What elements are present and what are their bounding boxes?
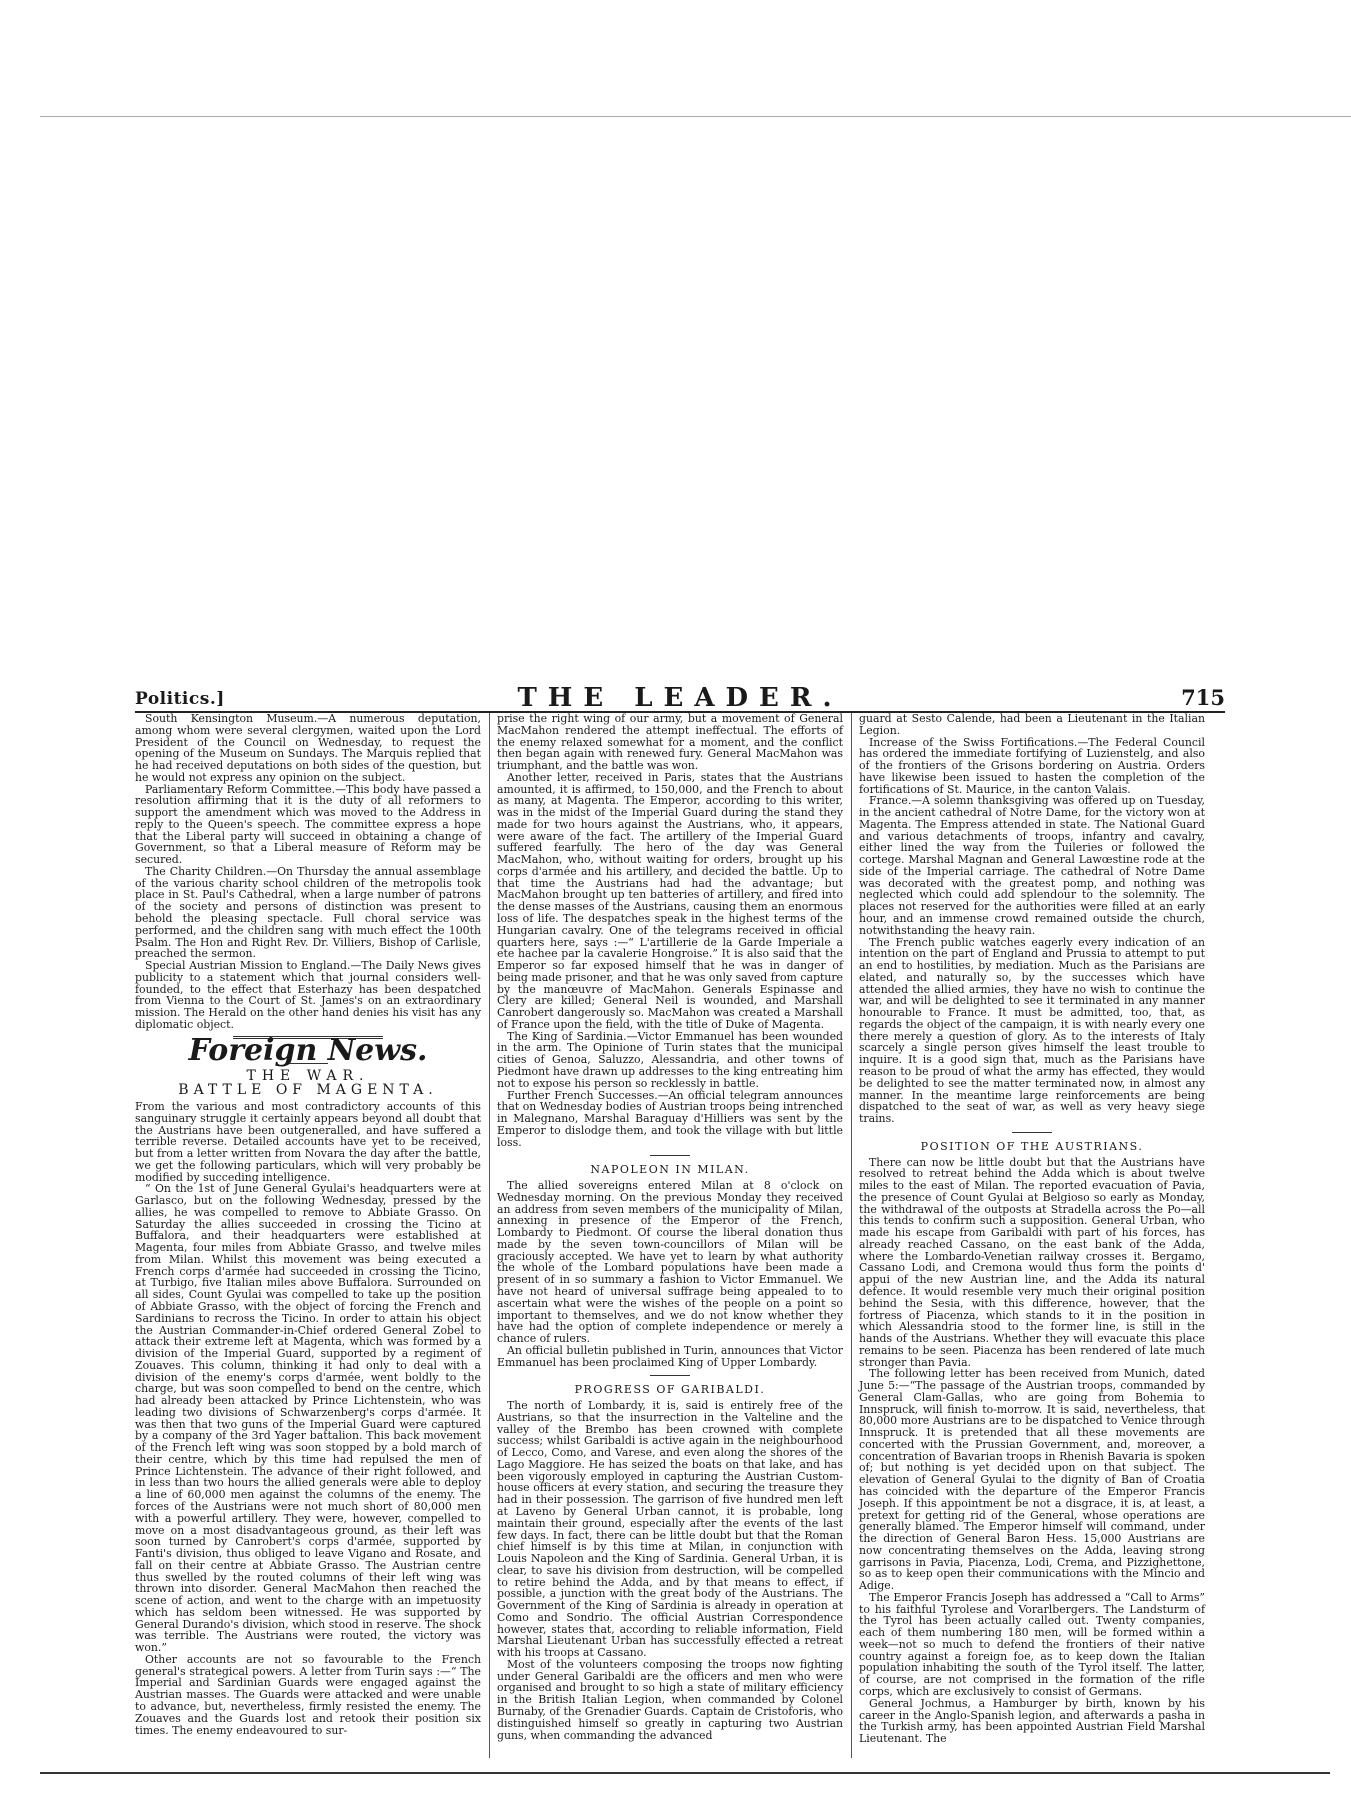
article-garibaldi: The north of Lombardy, it is, said is entirely free of the Austrians, so that the insurrection in the Valteline and the valley of the Brembo has been crowned with complete success; whilst Garibaldi is active again in the neighbourhood of Lecco, Como, and Varese, and even along the shores of the Lago Maggiore. He has seized the boats on that lake, and has been vigorously employed in capturing the Austrian Custom-house officers at every station, and securing the treasure they had in their possession. The garrison of five hundred men left at Laveno by General Urban cannot, it is probable, long maintain their ground, especially after the events of the last few days. In fact, there can be little doubt but that the Roman chief himself is by this time at Milan, in conjunction with Louis Napoleon and the King of Sardinia. General Urban, it is clear, to save his division from destruction, will be compelled to retire behind the Adda, and by that means to effect, if possible, a junction with the great body of the Austrians. The Government of the King of Sardinia is already in operation at Como and Sondrio. The official Austrian Correspondence however, states that, according to reliable information, Field Marshal Lieutenant Urban has successfully effected a retreat with his troops at Cassano. (497, 1399, 843, 1660)
article-magenta-continued: prise the right wing of our army, but a movement of General MacMahon rendered the attempt ineffectual. The efforts of the enemy relaxed somewhat for a moment, and the conflict then began again with renewed fury. General MacMahon was triumphant, and the battle was won. (497, 712, 843, 773)
article-call-to-arms: The Emperor Francis Joseph has addressed a “Call to Arms” to his faithful Tyrolese and Vorarlbergers. The Landsturm of the Tyrol has been actually called out. Twenty companies, each of them numbering 180 men, will be formed within a week—not so much to defend the frontiers of their native country against a foreign foe, as to keep down the Italian population inhabiting the south of the Tyrol itself. The latter, of course, are not comprised in the formation of the rifle corps, which are exclusively to consist of Germans. (859, 1590, 1205, 1699)
short-divider (1012, 1132, 1052, 1133)
war-heading: THE WAR. (246, 1068, 370, 1085)
article-munich-letter: The following letter has been received from Munich, dated June 5:—“The passage of the Austrian troops, commanded by General Clam-Gallas, who are going from Bohemia to Innspruck, will finish to-morrow. It is said, nevertheless, that 80,000 more Austrians are to be dispatched to Venice through Innspruck. It is pretended that all these movements are concerted with the Prussian Government, and, moreover, a concentration of Bavarian troops in Rhenish Bavaria is spoken of; but nothing is yet decided upon on that subject. The elevation of General Gyulai to the dignity of Ban of Croatia has coincided with the departure of the Emperor Francis Joseph. If this appointment be not a disgrace, it is, at least, a pretext for getting rid of the General, whose operations are generally blamed. The Emperor himself will command, under the direction of General Baron Hess. 15,000 Austrians are now concentrating themselves on the Adda, leaving strong garrisons in Pavia, Piacenza, Lodi, Crema, and Pizzighettone, so as to keep open their communications with the Mincio and Adige. (859, 1367, 1205, 1593)
article-austrian-mission: Special Austrian Mission to England.—The Daily News gives publicity to a statement which that journal considers well-founded, to the effect that Esterhazy has been despatched from Vienna to the Court of St. James's on an extraordinary mission. The Herald on the other hand denies his visit has any diplomatic object. (135, 959, 481, 1031)
bottom-scan-edge (40, 1770, 1330, 1778)
article-reform: Parliamentary Reform Committee.—This body have passed a resolution affirming that it is the duty of all reformers to support the amendment which was moved to the Address in reply to the Queen's speech. The committee express a hope that the Liberal party will succeed in obtaining a change of Government, so that a Liberal measure of Reform may be secured. (135, 782, 481, 867)
section-label: Politics.] (135, 689, 225, 709)
article-magenta-intro: From the various and most contradictory accounts of this sanguinary struggle it certainly appears beyond all doubt that the Austrians have been outgeneralled, and have suffered a terrible reverse. Detailed accounts have yet to be received, but from a letter written from Novara the day after the battle, we get the following particulars, which will very probably be modified by succeding intelligence. (135, 1099, 481, 1184)
short-divider (650, 1155, 690, 1156)
foreign-news-heading: Foreign News. (188, 1032, 428, 1068)
column-1 (135, 713, 481, 1736)
article-charity: The Charity Children.—On Thursday the annual assemblage of the various charity school children of the metropolis took place in St. Paul's Cathedral, when a large number of patrons of the society and persons of distinction was present to behold the pleasing spectacle. Full choral service was performed, and the children sang with much effect the 100th Psalm. The Hon and Right Rev. Dr. Villiers, Bishop of Carlisle, preached the sermon. (135, 864, 481, 961)
article-magenta-other: Other accounts are not so favourable to the French general's strategical powers. A letter from Turin says :—“ The Imperial and Sardinian Guards were engaged against the Austrian masses. The Guards were attacked and were unable to advance, but, nevertheless, firmly resisted the enemy. The Zouaves and the Guards lost and retook their position six times. The enemy endeavoured to sur- (135, 1652, 481, 1737)
article-swiss: Increase of the Swiss Fortifications.—The Federal Council has ordered the immediate fortifying of Luzienstelg, and also of the frontiers of the Grisons bordering on Austria. Orders have likewise been issued to hasten the completion of the fortifications of St. Maurice, in the canton Valais. (859, 735, 1205, 796)
article-guard-continued: guard at Sesto Calende, had been a Lieutenant in the Italian Legion. (859, 712, 1205, 737)
article-magenta-letter: “ On the 1st of June General Gyulai's headquarters were at Garlasco, but on the following Wednesday, pressed by the allies, he was compelled to remove to Abbiate Grasso. On Saturday the allies succeeded in crossing the Ticino at Buffalora, and their headquarters were established at Magenta, four miles from Abbiate Grasso, and twelve miles from Milan. Whilst this movement was being executed a French corps d'armée had succeeded in crossing the Ticino, at Turbigo, five Italian miles above Buffalora. Surrounded on all sides, Count Gyulai was compelled to take up the position of Abbiate Grasso, with the object of forcing the French and Sardinians to recross the Ticino. In order to attain his object the Austrian Commander-in-Chief ordered General Zobel to attack their extreme left at Magenta, which was formed by a division of the Imperial Guard, supported by a regiment of Zouaves. This column, thinking it had only to deal with a division of the enemy's corps d'armée, went boldly to the charge, but was soon compelled to bend on the centre, which had already been attacked by Prince Lichtenstein, who was leading two divisions of Schwarzenberg's corps d'armée. It was then that two guns of the Imperial Guard were captured by a company of the 3rd Yager battalion. This back movement of the French left wing was soon stopped by a bold march of their centre, which by this time had repulsed the men of Prince Lichtenstein. The advance of their right followed, and in less than two hours the allied generals were able to deploy a line of 60,000 men against the columns of the enemy. The forces of the Austrians were not much short of 80,000 men with a powerful artillery. They were, however, compelled to move on a most disadvantageous ground, as their left was soon turned by Canrobert's corps d'armée, supported by Fanti's division, thus obliged to leave Vigano and Rosate, and fall on their centre at Abbiate Grasso. The Austrian centre thus swelled by the routed columns of their left wing was thrown into disorder. General MacMahon then reached the scene of action, and went to the charge with an impetuosity which has seldom been witnessed. He was supported by General Durando's division, which stood in reserve. The shock was terrible. The Austrians were routed, the victory was won.” (135, 1182, 481, 1655)
garibaldi-heading: PROGRESS OF GARIBALDI. (574, 1383, 766, 1397)
magenta-heading: BATTLE OF MAGENTA. (178, 1082, 438, 1099)
napoleon-heading: NAPOLEON IN MILAN. (590, 1163, 750, 1177)
top-scan-edge (0, 112, 1351, 124)
article-volunteers: Most of the volunteers composing the troops now fighting under General Garibaldi are the officers and men who were organised and brought to so high a state of military efficiency in the British Italian Legion, when commanded by Colonel Burnaby, of the Grenadier Guards. Captain de Cristoforis, who distinguished himself so greatly in capturing two Austrian guns, when commanding the advanced (497, 1657, 843, 1742)
column-divider-1 (489, 713, 490, 1758)
masthead-title: THE LEADER. (517, 683, 843, 713)
article-king-sardinia: The King of Sardinia.—Victor Emmanuel has been wounded in the arm. The Opinione of Turin states that the municipal cities of Genoa, Saluzzo, Alessandria, and other towns of Piedmont have drawn up addresses to the king entreating him not to expose his person so recklessly in battle. (497, 1029, 843, 1090)
article-french-public: The French public watches eagerly every indication of an intention on the part of England and Prussia to attempt to put an end to hostilities, by mediation. Much as the Parisians are elated, and naturally so, by the successes which have attended the allied armies, they have no wish to continue the war, and will be delighted to see it terminated in any manner honourable to France. It must be admitted, too, that, as regards the object of the campaign, it is with nearly every one there merely a question of glory. As to the interests of Italy scarcely a single person gives himself the least trouble to inquire. It is a good sign that, much as the Parisians have reason to be proud of what the army has effected, they would be delighted to see the matter terminated now, in almost any manner. In the meantime large reinforcements are being dispatched to the seat of war, as well as very heavy siege trains. (859, 935, 1205, 1126)
article-museum: South Kensington Museum.—A numerous deputation, among whom were several clergymen, waited upon the Lord President of the Council on Wednesday, to request the opening of the Museum on Sundays. The Marquis replied that he had received deputations on both sides of the question, but he would not express any opinion on the subject. (135, 712, 481, 784)
article-paris-letter: Another letter, received in Paris, states that the Austrians amounted, it is affirmed, to 150,000, and the French to about as many, at Magenta. The Emperor, according to this writer, was in the midst of the Imperial Guard during the stand they made for two hours against the Austrians, who, it appears, were aware of the fact. The artillery of the Imperial Guard suffered fearfully. The hero of the day was General MacMahon, who, without waiting for orders, brought up his corps d'armée and his artillery, and decided the battle. Up to that time the Austrians had had the advantage; but MacMahon brought up ten batteries of artillery, and fired into the dense masses of the Austrians, causing them an enormous loss of life. The despatches speak in the highest terms of the Hungarian cavalry. One of the telegrams received in official quarters here, says :—“ L'artillerie de la Garde Imperiale a ete hachee par la cavalerie Hongroise.” It is also said that the Emperor so far exposed himself that he was in danger of being made prisoner, and that he was only saved from capture by the manœuvre of MacMahon. Generals Espinasse and Clery are killed; General Neil is wounded, and Marshall Canrobert dangerously so. MacMahon was created a Marshall of France upon the field, with the title of Duke of Magenta. (497, 770, 843, 1031)
austrians-heading: POSITION OF THE AUSTRIANS. (920, 1139, 1144, 1153)
article-jochmus: General Jochmus, a Hamburger by birth, known by his career in the Anglo-Spanish legion, and afterwards a pasha in the Turkish army, has been appointed Austrian Field Marshal Lieutenant. The (859, 1696, 1205, 1746)
page-number: 715 (1181, 685, 1225, 710)
article-napoleon-milan: The allied sovereigns entered Milan at 8 o'clock on Wednesday morning. On the previous Monday they received an address from seven members of the municipality of Milan, annexing in presence of the Emperor of the French, Lombardy to Piedmont. Of course the liberal donation thus made by the seven town-councillors of Milan will be graciously accepted. We have yet to learn by what authority the whole of the Lombard populations have been made a present of in so summary a fashion to Victor Emmanuel. We have not heard of universal suffrage being appealed to to ascertain what were the wishes of the people on a point so important to themselves, and we do not know whether they have had the option of complete independence or merely a chance of rulers. (497, 1179, 843, 1346)
column-3 (859, 713, 1205, 1745)
article-french-successes: Further French Successes.—An official telegram announces that on Wednesday bodies of Austrian troops being intrenched in Malegnano, Marshal Baraguay d'Hilliers was sent by the Emperor to dislodge them, and took the village with but little loss. (497, 1088, 843, 1149)
short-divider (650, 1375, 690, 1376)
article-austrian-position: There can now be little doubt but that the Austrians have resolved to retreat behind the Adda which is about twelve miles to the east of Milan. The reported evacuation of Pavia, the presence of Count Gyulai at Belgioso so early as Monday, the withdrawal of the outposts at Stradella across the Po—all this tends to confirm such a supposition. General Urban, who made his escape from Garibaldi with part of his forces, has already reached Cassano, on the east bank of the Adda, where the Lombardo-Venetian railway crosses it. Bergamo, Cassano Lodi, and Cremona would thus form the points d' appui of the new Austrian line, and the Adda its natural defence. It would resemble very much their original position behind the Sesia, with this difference, however, that the fortress of Piacenza, which stands to it in the position in which Alessandria stood to the former line, is still in the hands of the Austrians. Whether they will evacuate this place remains to be seen. Piacenza has been rendered of late much stronger than Pavia. (859, 1155, 1205, 1369)
article-france: France.—A solemn thanksgiving was offered up on Tuesday, in the ancient cathedral of Notre Dame, for the victory won at Magenta. The Empress attended in state. The National Guard and various detachments of troops, infantry and cavalry, either lined the way from the Tuileries or followed the cortege. Marshal Magnan and General Lawœstine rode at the side of the Imperial carriage. The cathedral of Notre Dame was decorated with the greatest pomp, and nothing was neglected which could add splendour to the solemnity. The places not reserved for the authorities were filled at an early hour, and an immense crowd remained outside the church, notwithstanding the heavy rain. (859, 794, 1205, 937)
article-bulletin: An official bulletin published in Turin, announces that Victor Emmanuel has been proclaimed King of Upper Lombardy. (497, 1343, 843, 1369)
column-divider-2 (851, 713, 852, 1758)
column-2 (497, 713, 843, 1741)
